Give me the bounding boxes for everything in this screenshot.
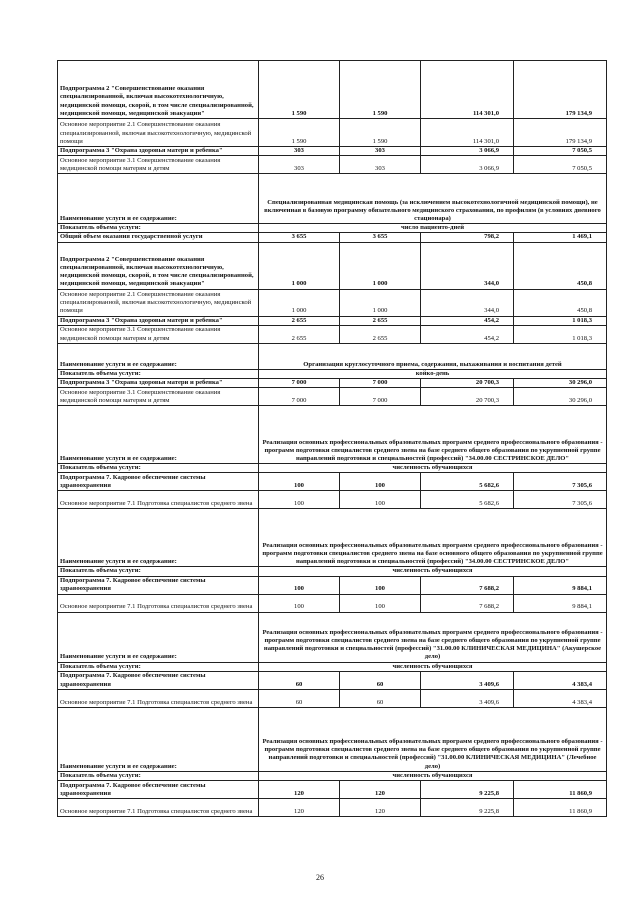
value-cell: 60 (259, 689, 340, 707)
service-description: Реализация основных профессиональных образовательных программ среднего профессионального образования - программ подготовки специалистов среднего звена на базе основного общего образования по укрупненной группе направлений подготовки и специальностей (профессий) "34.00.00 СЕСТРИНСКОЕ ДЕЛО" (259, 509, 607, 567)
value-cell: 1 018,3 (514, 325, 607, 343)
value-cell: 344,0 (421, 289, 514, 316)
value-cell: 100 (340, 594, 421, 612)
indicator-unit: численность обучающихся (259, 567, 607, 576)
value-cell: 100 (259, 576, 340, 594)
indicator-unit: число пациенто-дней (259, 224, 607, 233)
value-cell: 9 884,1 (514, 576, 607, 594)
value-cell: 5 682,6 (421, 491, 514, 509)
value-cell: 100 (259, 473, 340, 491)
value-cell: 60 (259, 671, 340, 689)
value-cell: 303 (259, 147, 340, 156)
value-cell: 100 (340, 473, 421, 491)
service-row (58, 174, 607, 224)
value-cell: 1 469,1 (514, 233, 607, 242)
value-cell: 11 860,9 (514, 799, 607, 817)
value-cell: 60 (340, 671, 421, 689)
value-cell: 1 000 (340, 242, 421, 289)
row-name: Основное мероприятие 7.1 Подготовка специалистов среднего звена (58, 799, 259, 817)
value-cell: 9 225,8 (421, 799, 514, 817)
indicator-row (58, 369, 607, 378)
value-cell: 3 409,6 (421, 689, 514, 707)
table-body (58, 61, 607, 817)
value-cell: 1 000 (259, 242, 340, 289)
indicator-label: Показатель объема услуги: (58, 224, 259, 233)
value-cell: 450,8 (514, 289, 607, 316)
row-name: Основное мероприятие 3.1 Совершенствование оказания медицинской помощи матерям и детям (58, 388, 259, 406)
service-row (58, 612, 607, 662)
row-name: Подпрограмма 2 "Совершенствование оказания специализированной, включая высокотехнологичную, медицинской помощи, скорой, в том числе специализированной, медицинской помощи, медицинской эвакуации" (58, 242, 259, 289)
indicator-row (58, 662, 607, 671)
row-name: Основное мероприятие 7.1 Подготовка специалистов среднего звена (58, 491, 259, 509)
service-label: Наименование услуги и ее содержание: (58, 509, 259, 567)
value-cell: 2 655 (340, 316, 421, 325)
row-name: Основное мероприятие 3.1 Совершенствование оказания медицинской помощи матерям и детям (58, 156, 259, 174)
value-cell: 1 590 (259, 61, 340, 119)
table-row (58, 289, 607, 316)
indicator-label: Показатель объема услуги: (58, 464, 259, 473)
value-cell: 30 296,0 (514, 388, 607, 406)
indicator-row (58, 464, 607, 473)
row-name: Подпрограмма 3 "Охрана здоровья матери и ребенка" (58, 147, 259, 156)
service-description: Организация круглосуточного приема, содержания, выхаживания и воспитания детей (259, 343, 607, 369)
value-cell: 454,2 (421, 316, 514, 325)
service-row (58, 406, 607, 464)
value-cell: 798,2 (421, 233, 514, 242)
service-label: Наименование услуги и ее содержание: (58, 174, 259, 224)
table-row (58, 781, 607, 799)
table-row (58, 316, 607, 325)
value-cell: 114 301,0 (421, 61, 514, 119)
value-cell: 303 (340, 156, 421, 174)
table-row (58, 671, 607, 689)
value-cell: 7 305,6 (514, 491, 607, 509)
value-cell: 2 655 (340, 325, 421, 343)
value-cell: 7 000 (340, 388, 421, 406)
service-label: Наименование услуги и ее содержание: (58, 707, 259, 771)
value-cell: 303 (259, 156, 340, 174)
value-cell: 1 018,3 (514, 316, 607, 325)
row-name: Подпрограмма 7. Кадровое обеспечение системы здравоохранения (58, 576, 259, 594)
value-cell: 120 (259, 781, 340, 799)
indicator-label: Показатель объема услуги: (58, 567, 259, 576)
value-cell: 100 (259, 491, 340, 509)
value-cell: 179 134,9 (514, 61, 607, 119)
value-cell: 1 000 (259, 289, 340, 316)
row-name: Подпрограмма 7. Кадровое обеспечение системы здравоохранения (58, 473, 259, 491)
value-cell: 3 655 (259, 233, 340, 242)
table-row (58, 388, 607, 406)
value-cell: 344,0 (421, 242, 514, 289)
row-name: Подпрограмма 7. Кадровое обеспечение системы здравоохранения (58, 671, 259, 689)
value-cell: 100 (340, 576, 421, 594)
budget-table (57, 60, 607, 817)
value-cell: 9 884,1 (514, 594, 607, 612)
value-cell: 1 590 (340, 119, 421, 147)
value-cell: 7 000 (259, 388, 340, 406)
value-cell: 5 682,6 (421, 473, 514, 491)
service-description: Реализация основных профессиональных образовательных программ среднего профессионального образования - программ подготовки специалистов среднего звена на базе среднего общего образования по укрупненной группе направлений подготовки и специальностей (профессий) "34.00.00 СЕСТРИНСКОЕ ДЕЛО" (259, 406, 607, 464)
table-row (58, 325, 607, 343)
value-cell: 303 (340, 147, 421, 156)
indicator-row (58, 224, 607, 233)
page-number: 26 (316, 873, 324, 882)
value-cell: 100 (340, 491, 421, 509)
value-cell: 450,8 (514, 242, 607, 289)
value-cell: 20 700,3 (421, 388, 514, 406)
value-cell: 7 000 (259, 379, 340, 388)
row-name: Основное мероприятие 2.1 Совершенствование оказания специализированной, включая высокотехнологичную, медицинской помощи (58, 119, 259, 147)
value-cell: 2 655 (259, 316, 340, 325)
value-cell: 120 (340, 781, 421, 799)
table-row (58, 473, 607, 491)
value-cell: 4 383,4 (514, 671, 607, 689)
value-cell: 1 590 (259, 119, 340, 147)
table-row (58, 147, 607, 156)
row-name: Подпрограмма 3 "Охрана здоровья матери и ребенка" (58, 379, 259, 388)
row-name: Основное мероприятие 7.1 Подготовка специалистов среднего звена (58, 689, 259, 707)
indicator-row (58, 771, 607, 780)
indicator-label: Показатель объема услуги: (58, 771, 259, 780)
service-description: Реализация основных профессиональных образовательных программ среднего профессионального образования - программ подготовки специалистов среднего звена на базе среднего общего образования по укрупненной группе направлений подготовки и специальностей (профессий) "31.00.00 КЛИНИЧЕСКАЯ МЕДИЦИНА" (Лечебное дело) (259, 707, 607, 771)
row-name: Основное мероприятие 3.1 Совершенствование оказания медицинской помощи матерям и детям (58, 325, 259, 343)
row-name: Основное мероприятие 7.1 Подготовка специалистов среднего звена (58, 594, 259, 612)
value-cell: 7 050,5 (514, 147, 607, 156)
table-row (58, 61, 607, 119)
indicator-unit: койко-день (259, 369, 607, 378)
value-cell: 7 305,6 (514, 473, 607, 491)
value-cell: 120 (340, 799, 421, 817)
service-label: Наименование услуги и ее содержание: (58, 406, 259, 464)
value-cell: 60 (340, 689, 421, 707)
value-cell: 11 860,9 (514, 781, 607, 799)
table-row (58, 156, 607, 174)
service-label: Наименование услуги и ее содержание: (58, 343, 259, 369)
table-row (58, 799, 607, 817)
value-cell: 3 409,6 (421, 671, 514, 689)
indicator-unit: численность обучающихся (259, 771, 607, 780)
value-cell: 4 383,4 (514, 689, 607, 707)
service-label: Наименование услуги и ее содержание: (58, 612, 259, 662)
value-cell: 9 225,8 (421, 781, 514, 799)
value-cell: 3 655 (340, 233, 421, 242)
value-cell: 7 688,2 (421, 576, 514, 594)
service-row (58, 707, 607, 771)
table-row (58, 491, 607, 509)
row-name: Подпрограмма 2 "Совершенствование оказания специализированной, включая высокотехнологичную, медицинской помощи, скорой, в том числе специализированной, медицинской помощи, медицинской эвакуации" (58, 61, 259, 119)
value-cell: 454,2 (421, 325, 514, 343)
value-cell: 20 700,3 (421, 379, 514, 388)
table-row (58, 576, 607, 594)
value-cell: 7 688,2 (421, 594, 514, 612)
service-row (58, 509, 607, 567)
table-row (58, 233, 607, 242)
table-row (58, 379, 607, 388)
value-cell: 1 590 (340, 61, 421, 119)
value-cell: 30 296,0 (514, 379, 607, 388)
row-name: Основное мероприятие 2.1 Совершенствование оказания специализированной, включая высокотехнологичную, медицинской помощи (58, 289, 259, 316)
service-row (58, 343, 607, 369)
table-row (58, 594, 607, 612)
indicator-row (58, 567, 607, 576)
value-cell: 114 301,0 (421, 119, 514, 147)
value-cell: 7 000 (340, 379, 421, 388)
value-cell: 2 655 (259, 325, 340, 343)
value-cell: 3 066,9 (421, 156, 514, 174)
value-cell: 1 000 (340, 289, 421, 316)
row-name: Подпрограмма 7. Кадровое обеспечение системы здравоохранения (58, 781, 259, 799)
table-row (58, 242, 607, 289)
table-row (58, 119, 607, 147)
table-row (58, 689, 607, 707)
row-name: Подпрограмма 3 "Охрана здоровья матери и ребенка" (58, 316, 259, 325)
indicator-unit: численность обучающихся (259, 662, 607, 671)
service-description: Специализированная медицинская помощь (за исключением высокотехнологичной медицинской помощи), не включенная в базовую программу обязательного медицинского страхования, по профилям (в условиях дневного стационара) (259, 174, 607, 224)
indicator-label: Показатель объема услуги: (58, 662, 259, 671)
value-cell: 3 066,9 (421, 147, 514, 156)
value-cell: 120 (259, 799, 340, 817)
row-name: Общий объем оказания государственной услуги (58, 233, 259, 242)
service-description: Реализация основных профессиональных образовательных программ среднего профессионального образования - программ подготовки специалистов среднего звена на базе среднего общего образования по укрупненной группе направлений подготовки и специальностей (профессий) "31.00.00 КЛИНИЧЕСКАЯ МЕДИЦИНА" (Акушерское дело) (259, 612, 607, 662)
value-cell: 179 134,9 (514, 119, 607, 147)
indicator-unit: численность обучающихся (259, 464, 607, 473)
indicator-label: Показатель объема услуги: (58, 369, 259, 378)
value-cell: 100 (259, 594, 340, 612)
value-cell: 7 050,5 (514, 156, 607, 174)
